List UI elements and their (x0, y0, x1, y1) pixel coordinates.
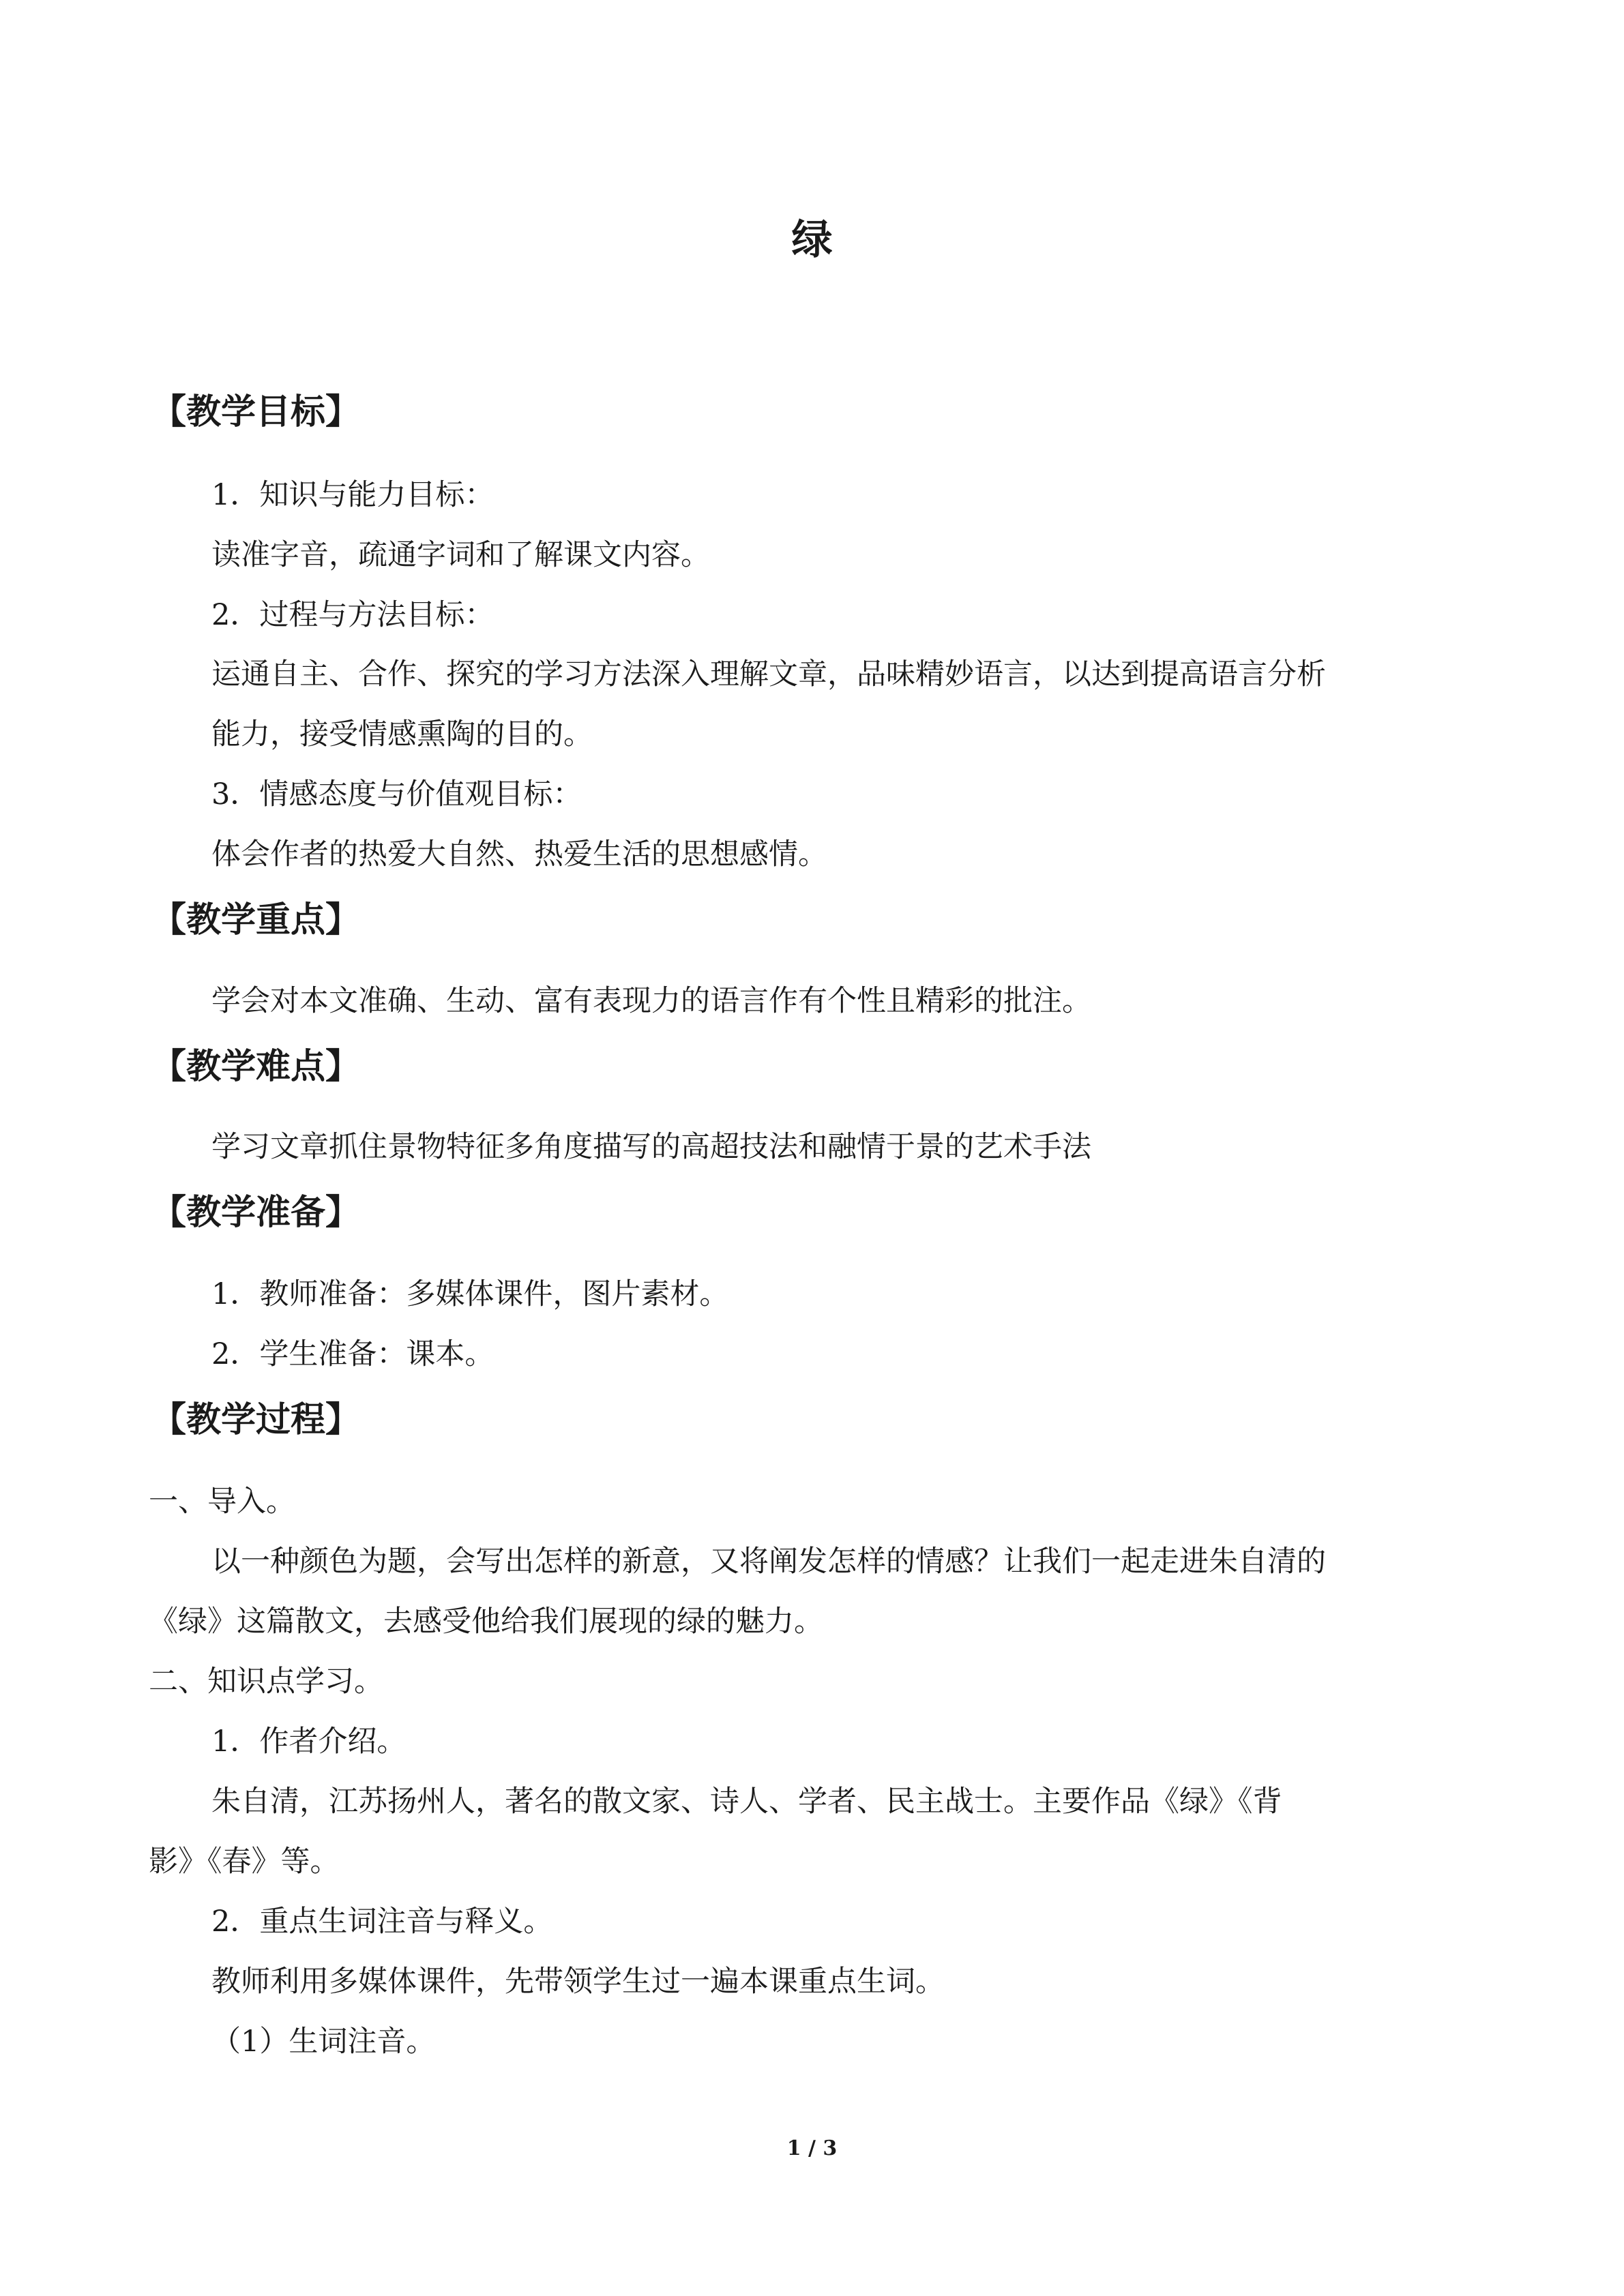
process-line-10: （1）生词注音。 (211, 2025, 436, 2059)
section-heading-objectives: 【教学目标】 (151, 392, 361, 432)
objectives-line-7: 体会作者的热爱大自然、热爱生活的思想感情。 (211, 837, 827, 871)
section-heading-preparation: 【教学准备】 (151, 1193, 361, 1233)
objectives-line-4: 运通自主、合作、探究的学习方法深入理解文章，品味精妙语言，以达到提高语言分析 (211, 657, 1326, 691)
process-line-7: 影》《春》等。 (149, 1845, 340, 1879)
process-line-1: 一、导入。 (149, 1485, 295, 1519)
preparation-line-1: 1．教师准备：多媒体课件，图片素材。 (211, 1277, 729, 1311)
section-heading-key-points: 【教学重点】 (151, 900, 361, 940)
process-line-6: 朱自清，江苏扬州人，著名的散文家、诗人、学者、民主战士。主要作品《绿》《背 (211, 1785, 1282, 1819)
process-line-2: 以一种颜色为题，会写出怎样的新意，又将阐发怎样的情感？让我们一起走进朱自清的 (211, 1545, 1326, 1579)
objectives-line-2: 读准字音，疏通字词和了解课文内容。 (211, 538, 710, 572)
section-heading-difficulties: 【教学难点】 (151, 1047, 361, 1087)
process-line-4: 二、知识点学习。 (149, 1665, 383, 1699)
objectives-line-5: 能力，接受情感熏陶的目的。 (211, 717, 593, 751)
difficulties-line-1: 学习文章抓住景物特征多角度描写的高超技法和融情于景的艺术手法 (211, 1130, 1091, 1164)
preparation-line-2: 2．学生准备：课本。 (211, 1337, 494, 1371)
document-title: 绿 (791, 216, 833, 264)
process-line-5: 1．作者介绍。 (211, 1725, 407, 1759)
section-heading-process: 【教学过程】 (151, 1400, 361, 1440)
objectives-line-6: 3．情感态度与价值观目标： (211, 777, 582, 811)
process-line-9: 教师利用多媒体课件，先带领学生过一遍本课重点生词。 (211, 1965, 945, 1999)
objectives-line-1: 1．知识与能力目标： (211, 478, 494, 512)
objectives-line-3: 2．过程与方法目标： (211, 598, 494, 632)
page-number: 1 / 3 (786, 2136, 838, 2160)
key-points-line-1: 学会对本文准确、生动、富有表现力的语言作有个性且精彩的批注。 (211, 984, 1091, 1018)
process-line-3: 《绿》这篇散文，去感受他给我们展现的绿的魅力。 (149, 1605, 823, 1639)
process-line-8: 2．重点生词注音与释义。 (211, 1905, 553, 1939)
